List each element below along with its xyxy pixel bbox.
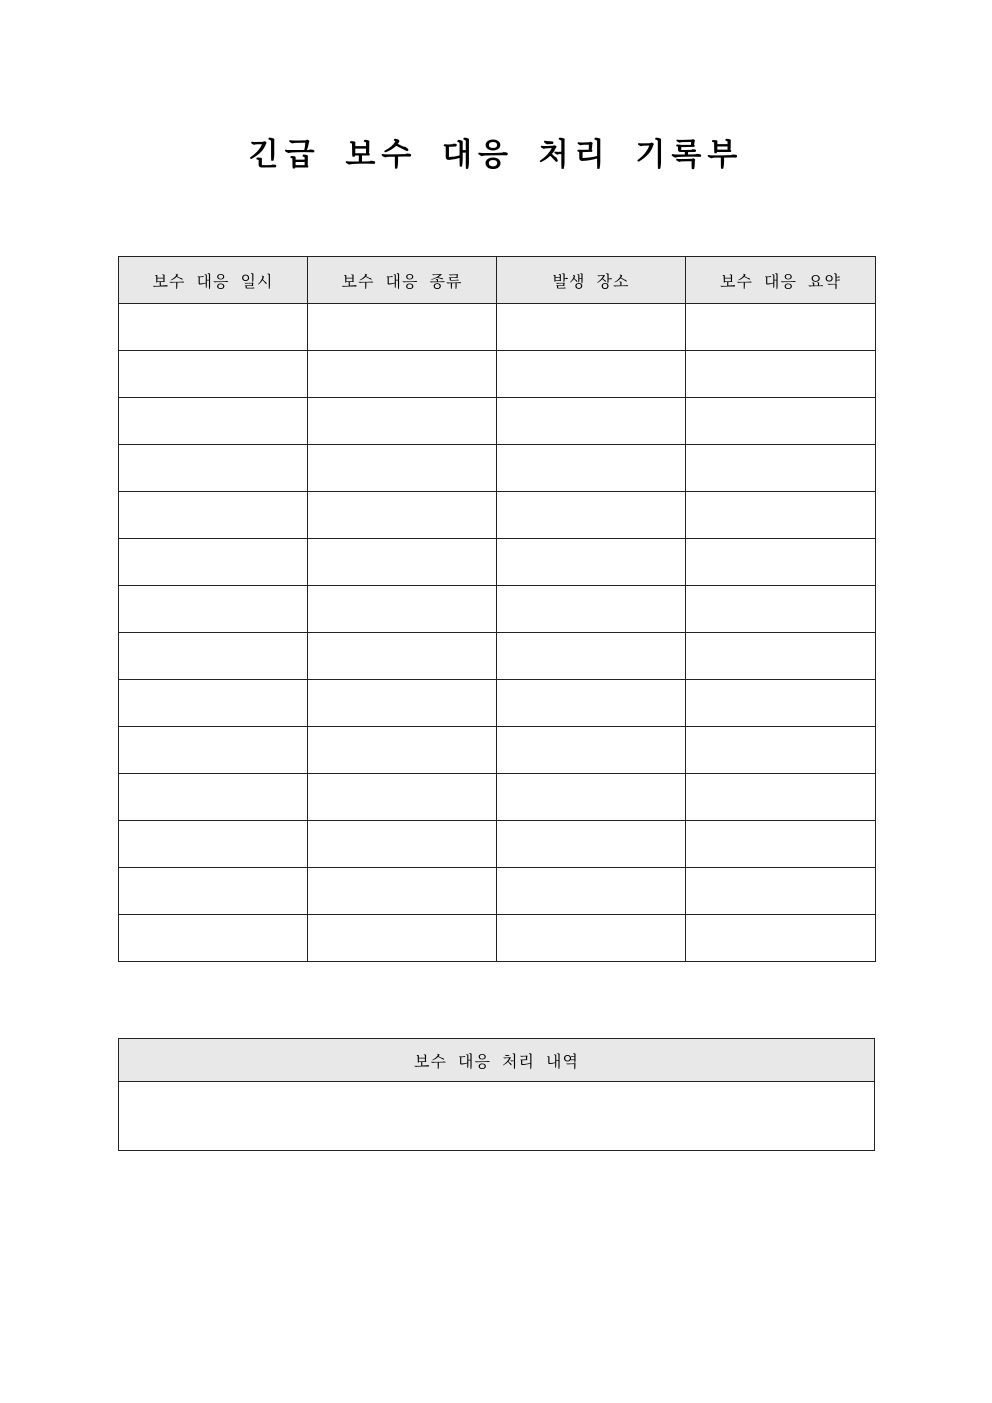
table-row bbox=[119, 539, 876, 586]
cell-datetime[interactable] bbox=[119, 492, 308, 539]
table-row bbox=[119, 492, 876, 539]
cell-type[interactable] bbox=[308, 445, 497, 492]
cell-type[interactable] bbox=[308, 586, 497, 633]
maintenance-log-body bbox=[119, 304, 876, 962]
cell-location[interactable] bbox=[497, 351, 686, 398]
cell-type[interactable] bbox=[308, 351, 497, 398]
cell-summary[interactable] bbox=[686, 633, 876, 680]
cell-summary[interactable] bbox=[686, 351, 876, 398]
cell-location[interactable] bbox=[497, 586, 686, 633]
table-row bbox=[119, 445, 876, 492]
cell-type[interactable] bbox=[308, 633, 497, 680]
cell-type[interactable] bbox=[308, 868, 497, 915]
cell-type[interactable] bbox=[308, 915, 497, 962]
table-row bbox=[119, 398, 876, 445]
cell-summary[interactable] bbox=[686, 445, 876, 492]
cell-type[interactable] bbox=[308, 539, 497, 586]
column-header-summary: 보수 대응 요약 bbox=[686, 257, 876, 304]
cell-summary[interactable] bbox=[686, 774, 876, 821]
cell-summary[interactable] bbox=[686, 539, 876, 586]
cell-location[interactable] bbox=[497, 398, 686, 445]
cell-type[interactable] bbox=[308, 304, 497, 351]
cell-datetime[interactable] bbox=[119, 727, 308, 774]
cell-summary[interactable] bbox=[686, 398, 876, 445]
table-row bbox=[119, 586, 876, 633]
detail-row bbox=[119, 1082, 875, 1151]
table-header-row bbox=[119, 257, 876, 304]
column-header-datetime: 보수 대응 일시 bbox=[119, 257, 308, 304]
cell-summary[interactable] bbox=[686, 821, 876, 868]
maintenance-detail-table bbox=[118, 1038, 875, 1151]
cell-summary[interactable] bbox=[686, 868, 876, 915]
cell-datetime[interactable] bbox=[119, 633, 308, 680]
table-row bbox=[119, 633, 876, 680]
cell-datetime[interactable] bbox=[119, 539, 308, 586]
cell-type[interactable] bbox=[308, 774, 497, 821]
cell-summary[interactable] bbox=[686, 304, 876, 351]
cell-location[interactable] bbox=[497, 539, 686, 586]
cell-location[interactable] bbox=[497, 821, 686, 868]
cell-type[interactable] bbox=[308, 492, 497, 539]
table-row bbox=[119, 351, 876, 398]
cell-location[interactable] bbox=[497, 492, 686, 539]
cell-summary[interactable] bbox=[686, 915, 876, 962]
table-row bbox=[119, 915, 876, 962]
detail-entry-cell[interactable] bbox=[119, 1082, 875, 1151]
cell-location[interactable] bbox=[497, 774, 686, 821]
cell-datetime[interactable] bbox=[119, 351, 308, 398]
table-row bbox=[119, 774, 876, 821]
cell-summary[interactable] bbox=[686, 727, 876, 774]
maintenance-log-table bbox=[118, 256, 876, 962]
column-header-location: 발생 장소 bbox=[497, 257, 686, 304]
cell-datetime[interactable] bbox=[119, 445, 308, 492]
cell-datetime[interactable] bbox=[119, 915, 308, 962]
cell-datetime[interactable] bbox=[119, 398, 308, 445]
cell-datetime[interactable] bbox=[119, 821, 308, 868]
detail-header: 보수 대응 처리 내역 bbox=[119, 1039, 875, 1082]
cell-location[interactable] bbox=[497, 868, 686, 915]
cell-location[interactable] bbox=[497, 633, 686, 680]
cell-summary[interactable] bbox=[686, 680, 876, 727]
table-row bbox=[119, 727, 876, 774]
table-row bbox=[119, 680, 876, 727]
cell-type[interactable] bbox=[308, 727, 497, 774]
cell-location[interactable] bbox=[497, 915, 686, 962]
cell-datetime[interactable] bbox=[119, 868, 308, 915]
detail-header-row bbox=[119, 1039, 875, 1082]
cell-datetime[interactable] bbox=[119, 304, 308, 351]
table-row bbox=[119, 868, 876, 915]
column-header-type: 보수 대응 종류 bbox=[308, 257, 497, 304]
cell-datetime[interactable] bbox=[119, 586, 308, 633]
cell-datetime[interactable] bbox=[119, 680, 308, 727]
cell-location[interactable] bbox=[497, 304, 686, 351]
cell-location[interactable] bbox=[497, 445, 686, 492]
cell-summary[interactable] bbox=[686, 492, 876, 539]
cell-type[interactable] bbox=[308, 398, 497, 445]
cell-location[interactable] bbox=[497, 680, 686, 727]
cell-location[interactable] bbox=[497, 727, 686, 774]
page-title: 긴급 보수 대응 처리 기록부 bbox=[248, 137, 744, 173]
cell-type[interactable] bbox=[308, 680, 497, 727]
cell-type[interactable] bbox=[308, 821, 497, 868]
cell-summary[interactable] bbox=[686, 586, 876, 633]
table-row bbox=[119, 821, 876, 868]
table-row bbox=[119, 304, 876, 351]
cell-datetime[interactable] bbox=[119, 774, 308, 821]
